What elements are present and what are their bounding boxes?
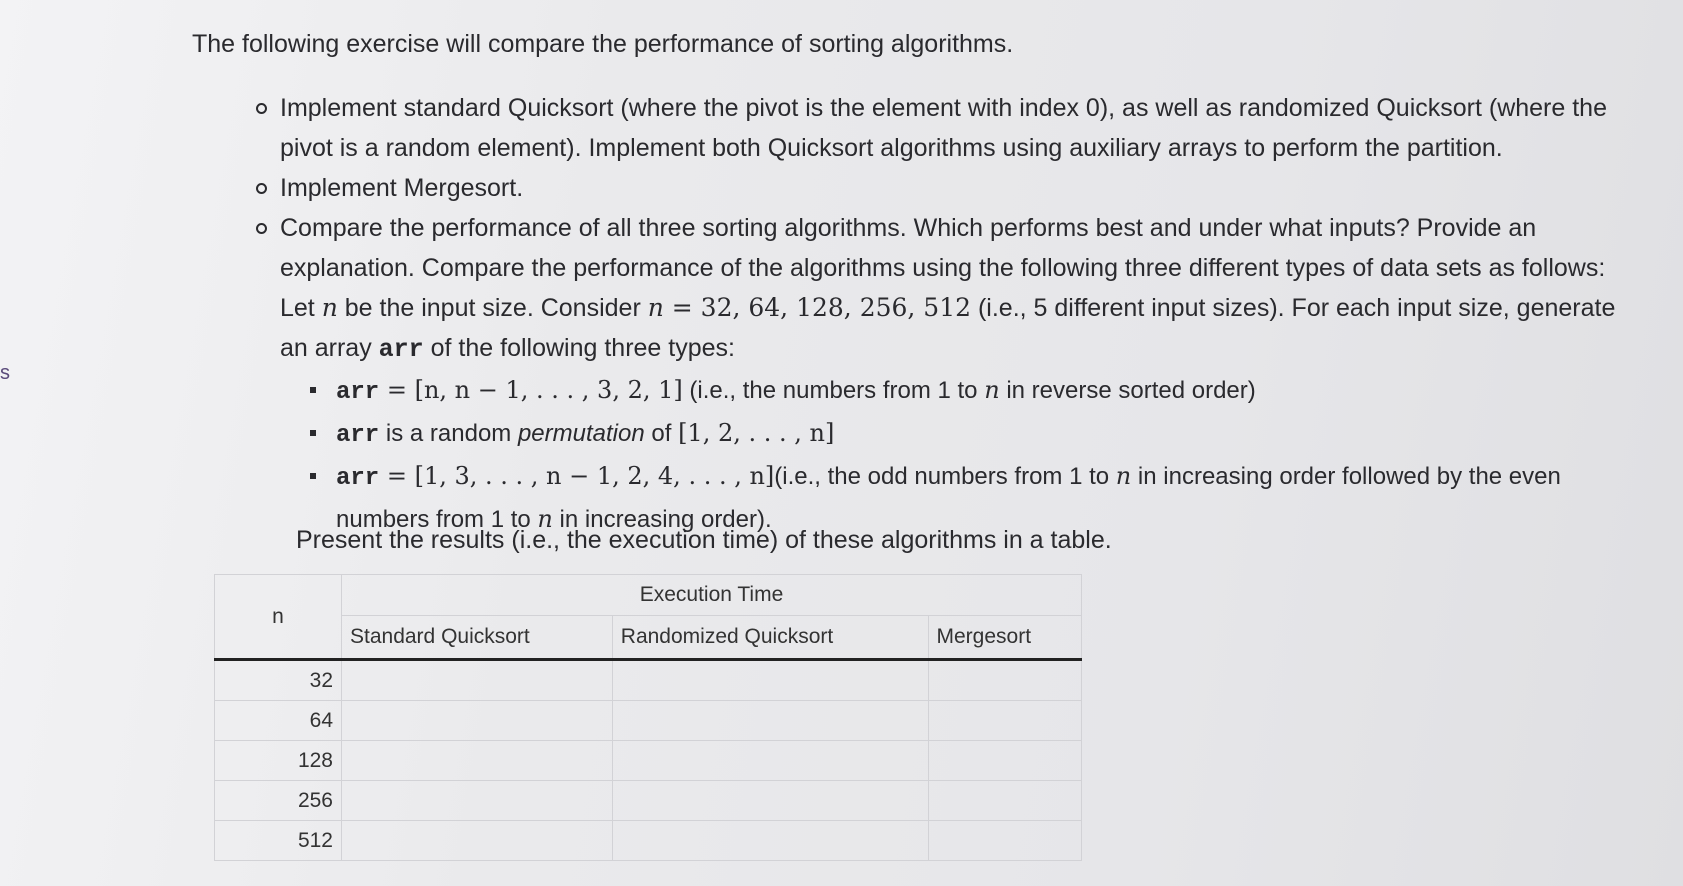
cell-empty [342, 660, 613, 701]
math-n: n [647, 293, 664, 322]
bullet-mergesort [256, 168, 1626, 208]
bullet-text: be the input size. Consider [337, 294, 648, 322]
square-bullet-icon [310, 473, 316, 479]
bullet-text: Implement Mergesort. [280, 174, 524, 202]
column-header-standard-quicksort: Standard Quicksort [342, 616, 613, 660]
code-arr: arr [336, 422, 380, 449]
cell-empty [612, 821, 928, 861]
math-sizes: = 32, 64, 128, 256, 512 [663, 293, 972, 322]
square-bullet-icon [310, 387, 316, 393]
sub-text-emph: permutation [517, 420, 645, 447]
cell-empty [342, 701, 613, 741]
cell-n: 512 [215, 821, 342, 861]
bullet-quicksort [256, 88, 1626, 168]
sub-item-random [310, 413, 1626, 456]
cell-empty [612, 741, 928, 781]
bullet-compare [256, 208, 1626, 540]
bullet-text: Compare the performance of all three sorting algorithms. Which performs best and under what inputs? Provide an explanation. Compare the performance of the algorithms using the following three different types of data sets as follows: Let [280, 214, 1606, 322]
table-row [215, 701, 1082, 741]
cell-empty [928, 701, 1082, 741]
code-arr: arr [378, 335, 424, 364]
cell-n: 64 [215, 701, 342, 741]
cell-empty [612, 660, 928, 701]
bullet-circle-icon [256, 103, 267, 114]
cell-empty [928, 821, 1082, 861]
cell-empty [612, 701, 928, 741]
sub-text: in increasing order followed by the even numbers from 1 to [336, 463, 1561, 533]
cell-empty [928, 741, 1082, 781]
results-table [214, 574, 1082, 861]
sub-text: of [644, 420, 679, 447]
cell-empty [928, 781, 1082, 821]
square-bullet-icon [310, 430, 316, 436]
sub-list [310, 370, 1626, 540]
cell-empty [342, 781, 613, 821]
sub-text: in increasing order). [552, 506, 772, 533]
cell-empty [928, 660, 1082, 701]
sub-text: is a random [379, 420, 518, 447]
bullet-list [256, 88, 1626, 540]
column-header-mergesort: Mergesort [928, 616, 1082, 660]
math-n: n [537, 505, 553, 533]
sub-item-reverse [310, 370, 1626, 413]
table-row [215, 781, 1082, 821]
cell-empty [342, 821, 613, 861]
group-header-execution-time: Execution Time [342, 575, 1082, 616]
math-array: [1, 2, . . . , n] [678, 419, 835, 447]
cell-n: 128 [215, 741, 342, 781]
bullet-circle-icon [256, 223, 267, 234]
edge-mark: s [0, 362, 10, 384]
table-row [215, 741, 1082, 781]
cell-empty [612, 781, 928, 821]
cell-n: 32 [215, 660, 342, 701]
math-n: n [1115, 462, 1132, 490]
sub-text: (i.e., the odd numbers from 1 to [774, 463, 1116, 490]
table-row [215, 660, 1082, 701]
math-n: n [321, 293, 338, 322]
sub-text: (i.e., the numbers from 1 to [682, 377, 985, 404]
math-array: = [1, 3, . . . , n − 1, 2, 4, . . . , n] [379, 462, 775, 490]
present-text: Present the results (i.e., the execution time) of these algorithms in a table. [296, 526, 1112, 554]
sub-text: in reverse sorted order) [999, 377, 1256, 404]
column-header-n: n [215, 575, 342, 660]
math-n: n [984, 376, 1000, 404]
table-row [215, 821, 1082, 861]
bullet-text: Implement standard Quicksort (where the pivot is the element with index 0), as well as randomized Quicksort (where the pivot is a random element). Implement both Quicksort algorithms using auxiliary arrays to perform the partition. [280, 94, 1607, 162]
intro-text: The following exercise will compare the performance of sorting algorithms. [192, 30, 1014, 58]
column-header-randomized-quicksort: Randomized Quicksort [612, 616, 928, 660]
code-arr: arr [336, 465, 380, 492]
bullet-text: (i.e., 5 different input sizes). For each input size, generate an array [280, 294, 1616, 362]
cell-n: 256 [215, 781, 342, 821]
code-arr: arr [336, 379, 380, 406]
cell-empty [342, 741, 613, 781]
bullet-circle-icon [256, 183, 267, 194]
bullet-text: of the following three types: [423, 334, 735, 362]
math-array: = [n, n − 1, . . . , 3, 2, 1] [379, 376, 683, 404]
